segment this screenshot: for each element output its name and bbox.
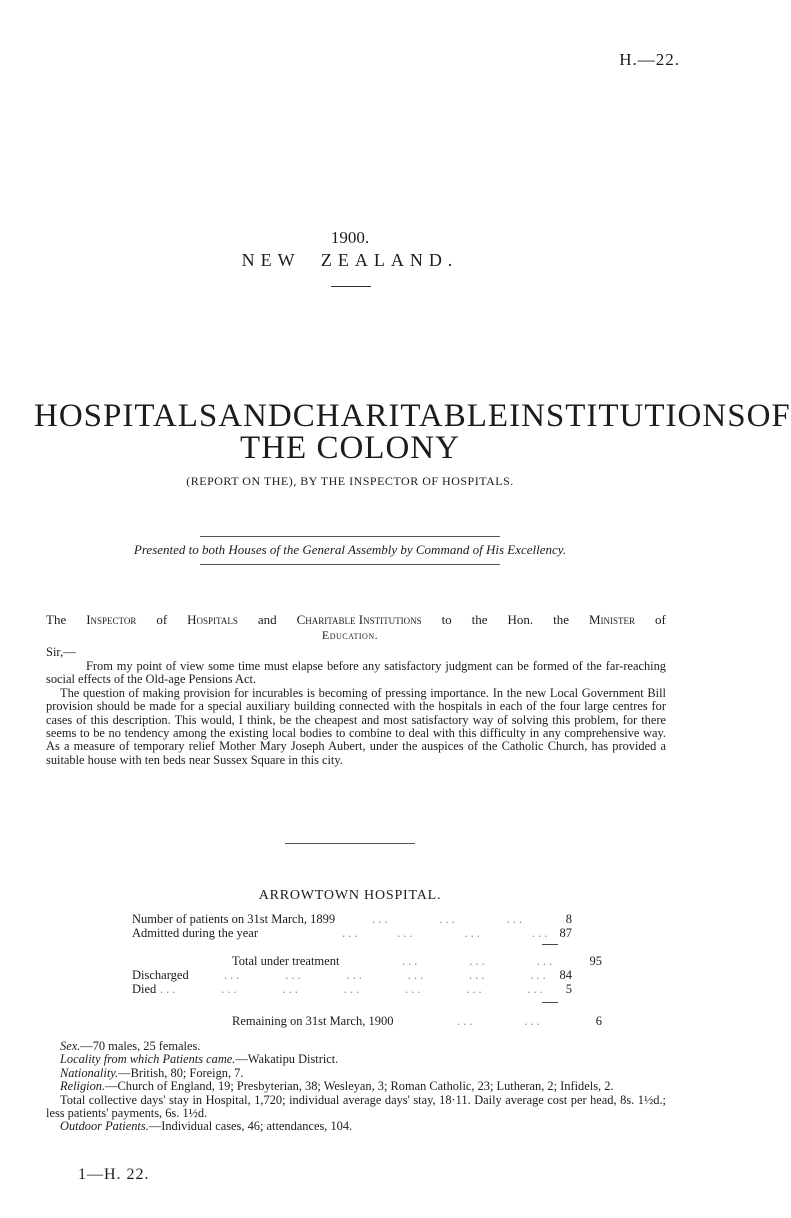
title-word: AND [218, 398, 293, 434]
stat-value: 8 [565, 912, 572, 926]
document-reference: H.—22. [619, 50, 680, 69]
address-word: the [553, 612, 570, 627]
leader-dots: ... ... ... [402, 954, 556, 968]
stat-total: 6 [595, 1014, 602, 1028]
page-signature: 1—H. 22. [78, 1166, 150, 1183]
detail-heading: Locality from which Patients came. [60, 1052, 236, 1067]
detail-heading: Outdoor Patients. [60, 1119, 149, 1134]
address-word: The [46, 612, 67, 627]
sum-rule [542, 944, 558, 945]
paragraph: From my point of view some time must elapse before any satisfactory judgment can be formed of the far-reaching social effects of the Old-age Pensions Act. [46, 659, 666, 687]
address-word: Charitable Institutions [296, 612, 422, 627]
address-word: of [156, 612, 168, 627]
hospital-heading: ARROWTOWN HOSPITAL. [258, 888, 442, 903]
detail-text: —Wakatipu District. [235, 1052, 339, 1067]
address-word: Hon. [507, 612, 534, 627]
divider [285, 843, 415, 844]
stat-value: 87 [559, 926, 572, 940]
address-line [46, 612, 666, 628]
address-word: of [655, 612, 666, 627]
stat-label: Admitted during the year [132, 926, 259, 940]
title-word: INSTITUTIONS [509, 398, 747, 434]
leader-dots: ... ... [457, 1014, 543, 1028]
stat-row [132, 1014, 602, 1030]
leader-dots: ... ... ... ... [342, 926, 551, 940]
stat-value: 84 [559, 968, 572, 982]
report-title-line2: THE COLONY [240, 430, 460, 466]
stat-label: Number of patients on 31st March, 1899 [132, 912, 336, 926]
leader-dots: ... ... ... ... ... ... ... [160, 982, 546, 996]
detail-text: —British, 80; Foreign, 7. [118, 1065, 244, 1080]
stat-row [132, 982, 602, 998]
title-word: HOSPITALS [34, 398, 219, 434]
detail-line [46, 1094, 666, 1121]
presented-line: Presented to both Houses of the General Assembly by Command of His Excellency. [133, 542, 567, 557]
detail-line [46, 1040, 666, 1053]
detail-text: Total collective days' stay in Hospital, 1,720; individual average days' stay, 18·11. Daily average cost per head, 8s. 1½d.; less patients' payments, 6s. 1½d. [46, 1092, 666, 1121]
year-heading: 1900. [330, 228, 370, 247]
sum-rule [542, 1002, 558, 1003]
leader-dots: ... ... ... ... ... ... [224, 968, 549, 982]
letter-body [46, 660, 666, 767]
paragraph: The question of making provision for incurables is becoming of pressing importance. In the new Local Government Bill provision should be made for a special auxiliary building connected with the hospitals in each of the four large centres for cases of this description. This would, I think, be the cheapest and most satisfactory way of solving this problem, for there seems to be no tendency among the existing local bodies to combine to deal with this difficulty in any comprehensive way. As a measure of temporary relief Mother Mary Joseph Aubert, under the auspices of the Catholic Church, has provided a suitable house with ten beds near Sussex Square in this city. [46, 685, 666, 767]
report-subtitle: (REPORT ON THE), BY THE INSPECTOR OF HOSPITALS. [186, 474, 514, 488]
address-word: Minister [588, 612, 636, 627]
address-word: the [471, 612, 488, 627]
stat-total: 95 [589, 954, 602, 968]
stat-label: Remaining on 31st March, 1900 [232, 1014, 394, 1028]
address-word: Hospitals [187, 612, 238, 627]
stat-label: Died [132, 982, 157, 996]
detail-text: —70 males, 25 females. [80, 1039, 201, 1053]
detail-line [46, 1067, 666, 1080]
detail-line [46, 1120, 666, 1133]
detail-heading: Religion. [60, 1079, 106, 1094]
detail-line [46, 1080, 666, 1093]
address-word: to [441, 612, 452, 627]
stat-row [132, 926, 602, 942]
address-word: and [257, 612, 277, 627]
detail-text: —Individual cases, 46; attendances, 104. [148, 1119, 353, 1134]
salutation: Sir,— [46, 645, 76, 659]
divider [200, 536, 500, 537]
title-word: CHARITABLE [292, 398, 510, 434]
leader-dots: ... ... ... [372, 912, 526, 926]
stat-label: Total under treatment [232, 954, 340, 968]
stat-label: Discharged [132, 968, 189, 982]
detail-heading: Nationality. [60, 1065, 119, 1080]
address-education: Education. [321, 628, 379, 642]
detail-heading: Sex. [60, 1039, 81, 1053]
stat-value: 5 [565, 982, 572, 996]
address-word: Inspector [86, 612, 137, 627]
detail-line [46, 1053, 666, 1066]
divider [331, 286, 371, 287]
hospital-details [46, 1040, 666, 1134]
title-word: OF [746, 398, 791, 434]
country-heading: NEW ZEALAND. [241, 250, 459, 270]
divider [200, 564, 500, 565]
detail-text: —Church of England, 19; Presbyterian, 38; Wesleyan, 3; Roman Catholic, 23; Lutheran, 2; Infidels, 2. [105, 1079, 614, 1094]
